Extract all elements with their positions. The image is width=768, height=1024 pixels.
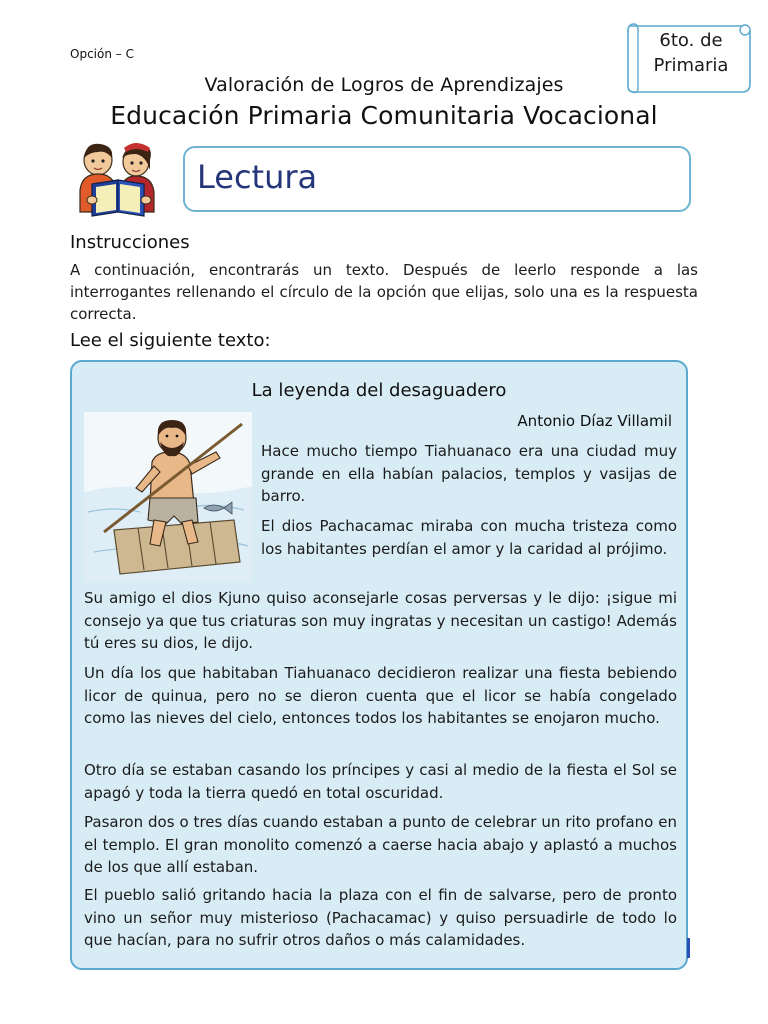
- page-edge-mark: [687, 938, 690, 958]
- read-prompt: Lee el siguiente texto:: [70, 330, 271, 351]
- story-paragraph: Un día los que habitaban Tiahuanaco decidieron realizar una fiesta bebiendo licor de quinua, pero no se dieron cuenta que el licor se había congelado como las nieves del cielo, entonces todos los habitantes se enojaron mucho.: [84, 664, 677, 727]
- section-header-box: [183, 146, 691, 212]
- story-paragraph: Pasaron dos o tres días cuando estaban a punto de celebrar un rito profano en el templo. El gran monolito comenzó a caerse hacia abajo y aplastó a muchos de los que allí estaban.: [84, 813, 677, 876]
- reading-panel: [70, 360, 688, 970]
- story-paragraph: Su amigo el dios Kjuno quiso aconsejarle cosas perversas y le dijo: ¡sigue mi consejo ya que tus criaturas son muy ingratas y necesitan un castigo! Además tú eres su dios, le dijo.: [84, 589, 677, 652]
- story-paragraph: Otro día se estaban casando los príncipes y casi al medio de la fiesta el Sol se apagó y toda la tierra quedó en total oscuridad.: [84, 761, 677, 802]
- option-label: Opción – C: [70, 47, 134, 61]
- page-subtitle: Valoración de Logros de Aprendizajes: [204, 74, 564, 96]
- page-title: Educación Primaria Comunitaria Vocacional: [110, 101, 658, 130]
- instructions-heading: Instrucciones: [70, 232, 190, 253]
- story-paragraph: El dios Pachacamac miraba con mucha tristeza como los habitantes perdían el amor y la caridad al prójimo.: [261, 517, 677, 558]
- children-reading-illustration: [70, 140, 166, 220]
- story-paragraph: El pueblo salió gritando hacia la plaza con el fin de salvarse, pero de pronto vino un señor muy misterioso (Pachacamac) y quiso persuadirle de todo lo que hacían, para no sufrir otros daños o más calamidades.: [84, 886, 677, 949]
- story-author: Antonio Díaz Villamil: [517, 412, 672, 430]
- grade-line-2: Primaria: [653, 55, 729, 76]
- instructions-text: A continuación, encontrarás un texto. Después de leerlo responde a las interrogantes rellenando el círculo de la opción que elijas, solo una es la respuesta correcta.: [70, 261, 698, 323]
- man-on-raft-illustration: [84, 412, 252, 582]
- grade-line-1: 6to. de: [659, 30, 723, 51]
- section-title: Lectura: [197, 158, 318, 196]
- story-paragraph: Hace mucho tiempo Tiahuanaco era una ciudad muy grande en ella habían palacios, templos y vasijas de barro.: [261, 442, 677, 505]
- story-title: La leyenda del desaguadero: [251, 380, 507, 401]
